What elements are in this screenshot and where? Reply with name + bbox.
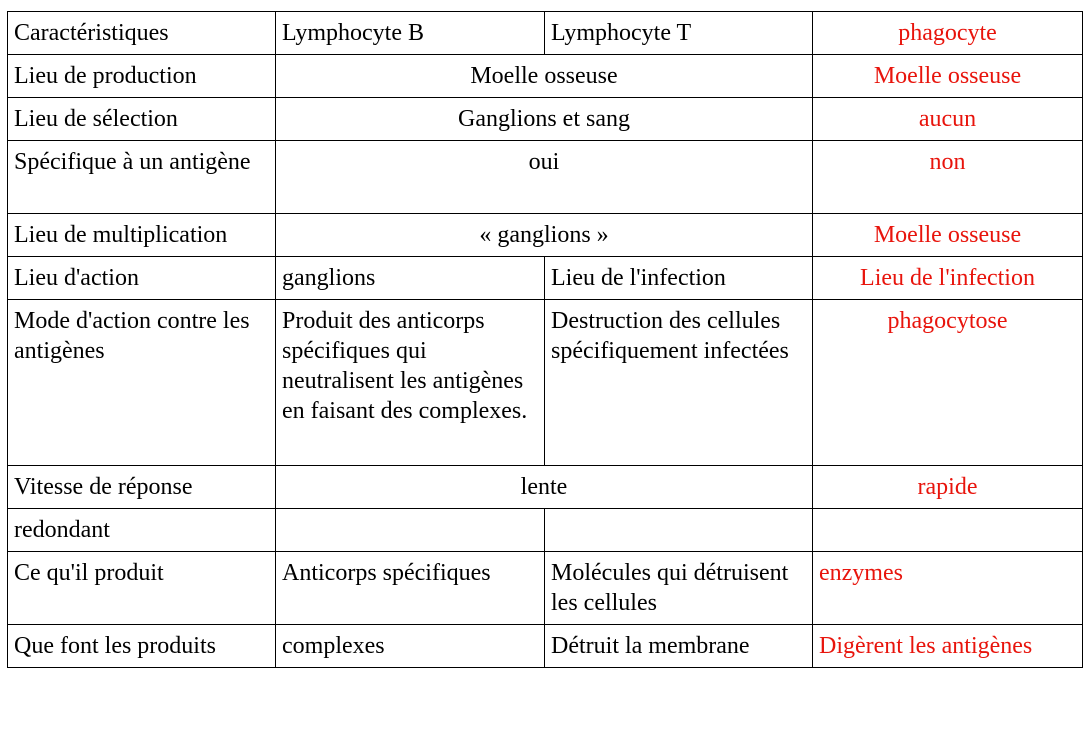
cell-produits-font-label: Que font les produits — [8, 625, 276, 668]
cell-action-lymphocyte-t: Lieu de l'infection — [545, 257, 813, 300]
cell-header-label: Caractéristiques — [8, 12, 276, 55]
cell-produit-lymphocyte-b: Anticorps spécifiques — [276, 552, 545, 625]
table-row-header — [8, 12, 1083, 55]
cell-header-phagocyte: phagocyte — [813, 12, 1083, 55]
cell-selection-label: Lieu de sélection — [8, 98, 276, 141]
cell-redondant-phagocyte — [813, 509, 1083, 552]
cell-mode-label: Mode d'action contre les antigènes — [8, 300, 276, 466]
table-row-production — [8, 55, 1083, 98]
cell-production-label: Lieu de production — [8, 55, 276, 98]
table-row-multiplication — [8, 214, 1083, 257]
table-row-mode — [8, 300, 1083, 466]
cell-vitesse-label: Vitesse de réponse — [8, 466, 276, 509]
cell-produits-font-phagocyte: Digèrent les antigènes — [813, 625, 1083, 668]
table-row-redondant — [8, 509, 1083, 552]
cell-header-lymphocyte-t: Lymphocyte T — [545, 12, 813, 55]
cell-specifique-phagocyte: non — [813, 141, 1083, 214]
cell-multiplication-phagocyte: Moelle osseuse — [813, 214, 1083, 257]
cell-redondant-lymphocyte-b — [276, 509, 545, 552]
cell-action-lymphocyte-b: ganglions — [276, 257, 545, 300]
cell-produits-font-lymphocyte-b: complexes — [276, 625, 545, 668]
cell-mode-lymphocyte-t: Destruction des cellules spécifiquement infectées — [545, 300, 813, 466]
table-row-produit — [8, 552, 1083, 625]
comparison-table — [7, 11, 1083, 668]
cell-multiplication-label: Lieu de multiplication — [8, 214, 276, 257]
cell-action-label: Lieu d'action — [8, 257, 276, 300]
cell-selection-bt: Ganglions et sang — [276, 98, 813, 141]
cell-produit-phagocyte: enzymes — [813, 552, 1083, 625]
table-row-vitesse — [8, 466, 1083, 509]
table-row-specifique — [8, 141, 1083, 214]
cell-redondant-lymphocyte-t — [545, 509, 813, 552]
cell-produits-font-lymphocyte-t: Détruit la membrane — [545, 625, 813, 668]
cell-mode-lymphocyte-b: Produit des anticorps spécifiques qui neutralisent les antigènes en faisant des complexes. — [276, 300, 545, 466]
cell-produit-label: Ce qu'il produit — [8, 552, 276, 625]
cell-selection-phagocyte: aucun — [813, 98, 1083, 141]
cell-production-phagocyte: Moelle osseuse — [813, 55, 1083, 98]
cell-redondant-label: redondant — [8, 509, 276, 552]
cell-action-phagocyte: Lieu de l'infection — [813, 257, 1083, 300]
cell-mode-phagocyte: phagocytose — [813, 300, 1083, 466]
table-row-selection — [8, 98, 1083, 141]
cell-produit-lymphocyte-t: Molécules qui détruisent les cellules — [545, 552, 813, 625]
cell-vitesse-bt: lente — [276, 466, 813, 509]
cell-multiplication-bt: « ganglions » — [276, 214, 813, 257]
cell-vitesse-phagocyte: rapide — [813, 466, 1083, 509]
cell-header-lymphocyte-b: Lymphocyte B — [276, 12, 545, 55]
table-row-action — [8, 257, 1083, 300]
cell-production-bt: Moelle osseuse — [276, 55, 813, 98]
cell-specifique-bt: oui — [276, 141, 813, 214]
table-row-produits-font — [8, 625, 1083, 668]
cell-specifique-label: Spécifique à un antigène — [8, 141, 276, 214]
